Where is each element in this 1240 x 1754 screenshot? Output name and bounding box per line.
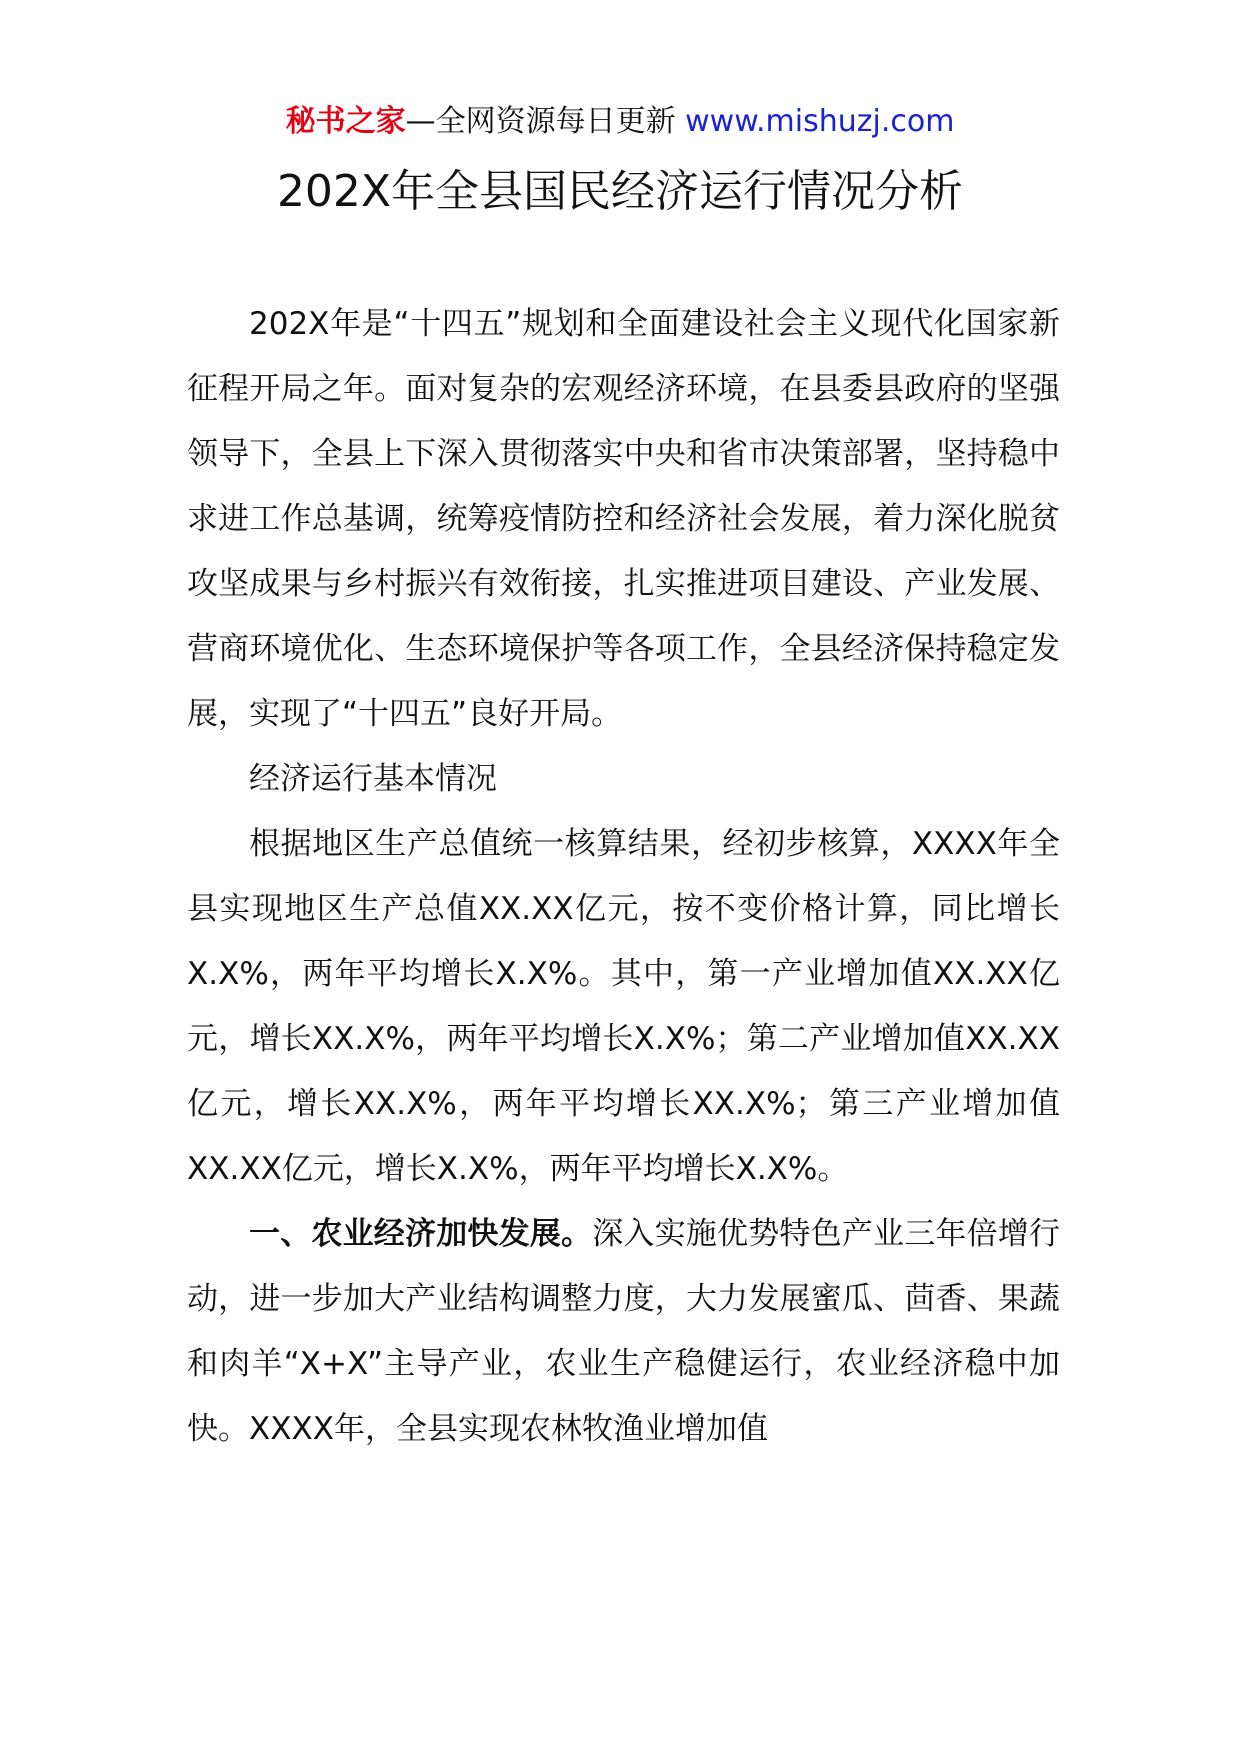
agriculture-heading: 一、农业经济加快发展。 xyxy=(249,1216,593,1252)
agriculture-body: 深入实施优势特色产业三年倍增行动，进一步加大产业结构调整力度，大力发展蜜瓜、茴香、果蔬和肉羊“X+X”主导产业，农业生产稳健运行，农业经济稳中加快。XXXX年，全县实现农林牧渔业增加值 xyxy=(187,1216,1061,1447)
document-body xyxy=(187,292,1060,1462)
section-heading: 经济运行基本情况 xyxy=(249,761,497,797)
gdp-paragraph: 根据地区生产总值统一核算结果，经初步核算，XXXX年全县实现地区生产总值XX.XX亿元，按不变价格计算，同比增长X.X%，两年平均增长X.X%。其中，第一产业增加值XX.XX亿元，增长XX.X%，两年平均增长X.X%；第二产业增加值XX.XX亿元，增长XX.X%，两年平均增长XX.X%；第三产业增加值XX.XX亿元，增长X.X%，两年平均增长X.X%。 xyxy=(187,826,1060,1187)
document-title: 202X年全县国民经济运行情况分析 xyxy=(276,166,964,217)
site-url-link[interactable]: www.mishuzj.com xyxy=(685,104,955,139)
site-brand: 秘书之家 xyxy=(285,104,406,139)
agriculture-paragraph xyxy=(187,1202,1060,1462)
site-header xyxy=(0,100,1240,144)
intro-paragraph: 202X年是“十四五”规划和全面建设社会主义现代化国家新征程开局之年。面对复杂的宏观经济环境，在县委县政府的坚强领导下，全县上下深入贯彻落实中央和省市决策部署，坚持稳中求进工作总基调，统筹疫情防控和经济社会发展，着力深化脱贫攻坚成果与乡村振兴有效衔接，扎实推进项目建设、产业发展、营商环境优化、生态环境保护等各项工作，全县经济保持稳定发展，实现了“十四五”良好开局。 xyxy=(187,306,1060,732)
site-tagline: —全网资源每日更新 xyxy=(405,104,676,139)
